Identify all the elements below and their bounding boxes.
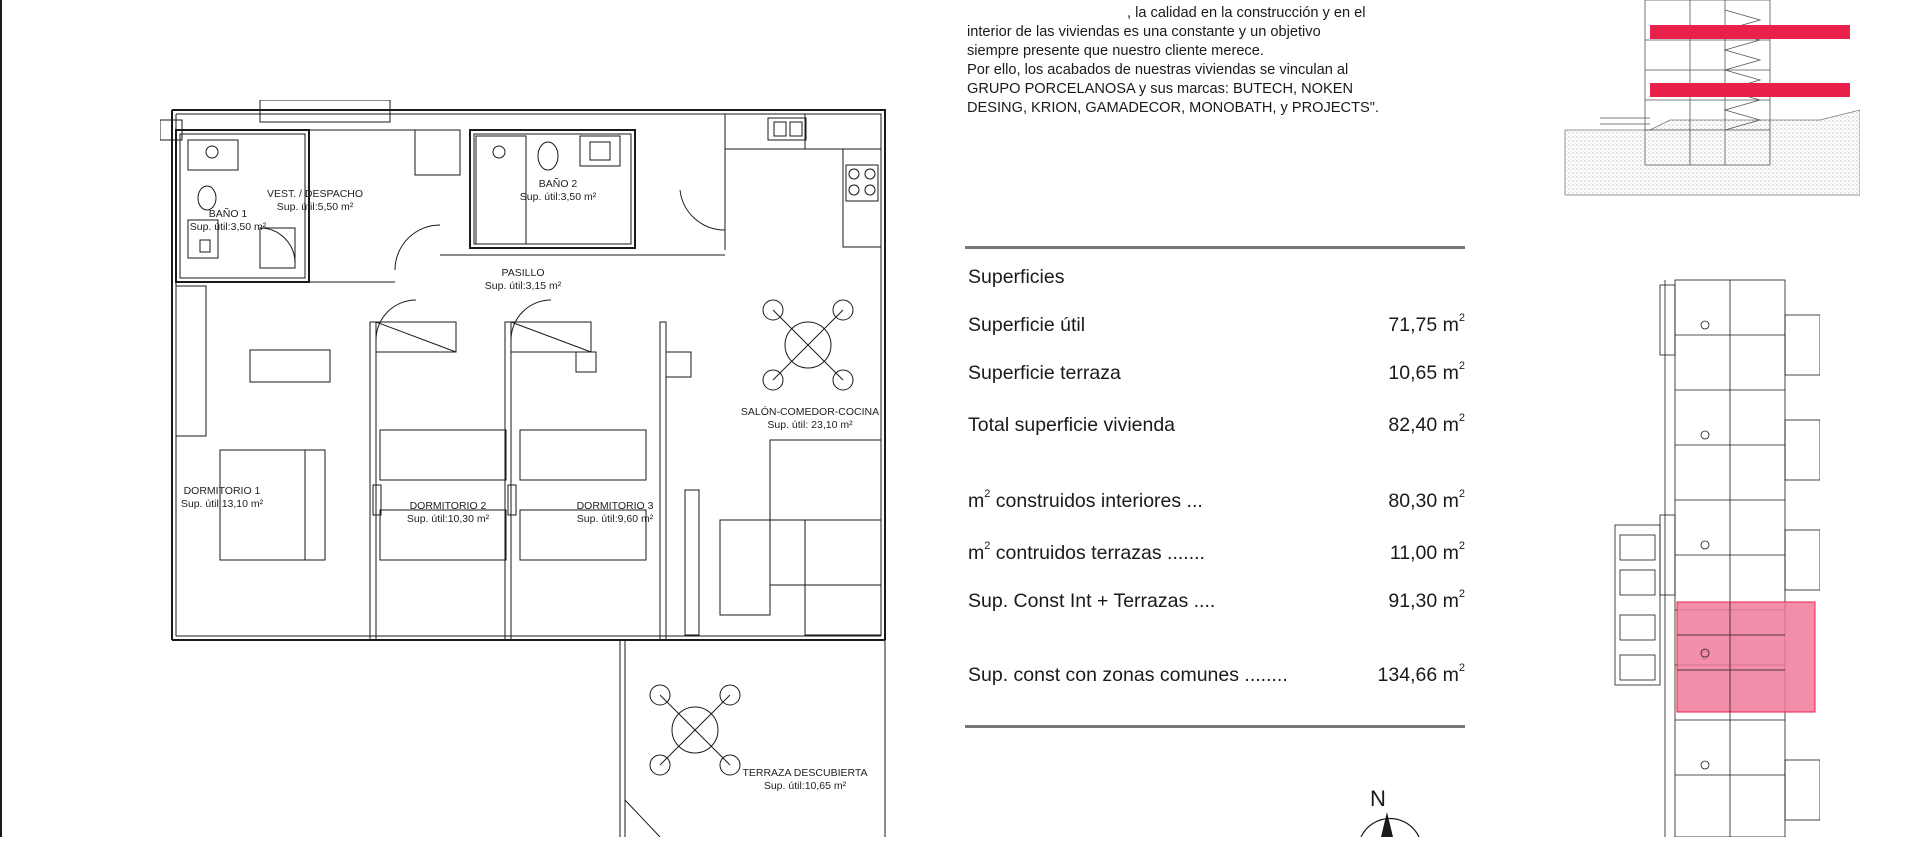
quality-description [967,4,1447,118]
room-name: SALÓN-COMEDOR-COCINA [740,406,880,418]
room-label-pasillo [485,267,561,293]
surface-label: Sup. Const Int + Terrazas .... [968,590,1216,612]
surface-label: Superficie útil [968,314,1086,336]
description-line: interior de las viviendas es una constante y un objetivo [967,24,1321,40]
room-area: Sup. útil:3,50 m² [189,221,267,233]
room-label-salon-comedor-cocina [741,406,879,432]
description-line: , la calidad en la construcción y en el [1127,5,1366,21]
room-name: VEST. / DESPACHO [266,188,364,200]
north-arrow [1355,778,1425,837]
surface-label: Sup. const con zonas comunes ........ [968,664,1288,686]
surface-label: Total superficie vivienda [968,414,1176,436]
description-line: GRUPO PORCELANOSA y sus marcas: BUTECH, NOKEN [967,81,1354,97]
room-name: BAÑO 2 [538,178,578,190]
room-area: Sup. útil:9,60 m² [576,513,654,525]
room-label-terraza-descubierta [742,767,867,793]
highlight-floor-band [1650,25,1850,39]
building-site-plan [1595,275,1820,837]
surface-label: $m^2$ contruidos terrazas ....... [968,540,1205,564]
room-area: Sup. útil:13,10 m² [180,498,264,510]
surface-value: 91,30 $m^2$ [1388,588,1465,612]
surface-value: 80,30 $m^2$ [1388,488,1465,512]
room-name: DORMITORIO 3 [576,500,654,512]
surface-value: 11,00 $m^2$ [1389,540,1465,564]
room-name: PASILLO [501,267,545,279]
site-plan-drawing [1595,275,1820,837]
description-line: siempre presente que nuestro cliente merece. [967,43,1264,59]
room-label-dormitorio-3 [577,500,654,526]
surface-value: 134,66 $m^2$ [1377,662,1465,686]
page-edge-rule [0,0,2,837]
room-name: DORMITORIO 1 [183,485,261,497]
room-area: Sup. útil: 23,10 m² [767,419,853,431]
building-elevation [1560,0,1860,200]
description-line: Por ello, los acabados de nuestras viviendas se vinculan al [967,62,1349,78]
room-name: TERRAZA DESCUBIERTA [742,767,868,779]
room-name: BAÑO 1 [208,208,248,220]
room-label-bano-1 [190,208,266,234]
table-bottom-rule [965,725,1465,728]
room-area: Sup. útil:3,15 m² [484,280,562,292]
room-label-dormitorio-2 [407,500,489,526]
surface-value: 10,65 $m^2$ [1388,360,1465,384]
compass-letter: N [1370,786,1386,811]
table-top-rule [965,246,1465,249]
room-area: Sup. útil:3,50 m² [519,191,597,203]
room-label-vest-despacho [267,188,363,214]
highlight-floor-band [1650,83,1850,97]
room-area: Sup. útil:5,50 m² [276,201,354,213]
surfaces-title: Superficies [968,266,1065,288]
room-area: Sup. útil:10,30 m² [406,513,490,525]
surface-label: $m^2$ construidos interiores ... [968,488,1203,512]
room-label-dormitorio-1 [181,485,263,511]
compass-icon [1355,778,1425,837]
description-line: DESING, KRION, GAMADECOR, MONOBATH, y PROJECTS". [967,100,1379,116]
room-area: Sup. útil:10,65 m² [763,780,847,792]
room-label-bano-2 [520,178,596,204]
floor-plan [160,100,900,837]
surface-value: 71,75 $m^2$ [1388,312,1465,336]
surface-label: Superficie terraza [968,362,1121,384]
selected-unit-highlight [1677,602,1815,712]
room-name: DORMITORIO 2 [409,500,487,512]
elevation-drawing [1560,0,1860,200]
surface-value: 82,40 $m^2$ [1388,412,1465,436]
